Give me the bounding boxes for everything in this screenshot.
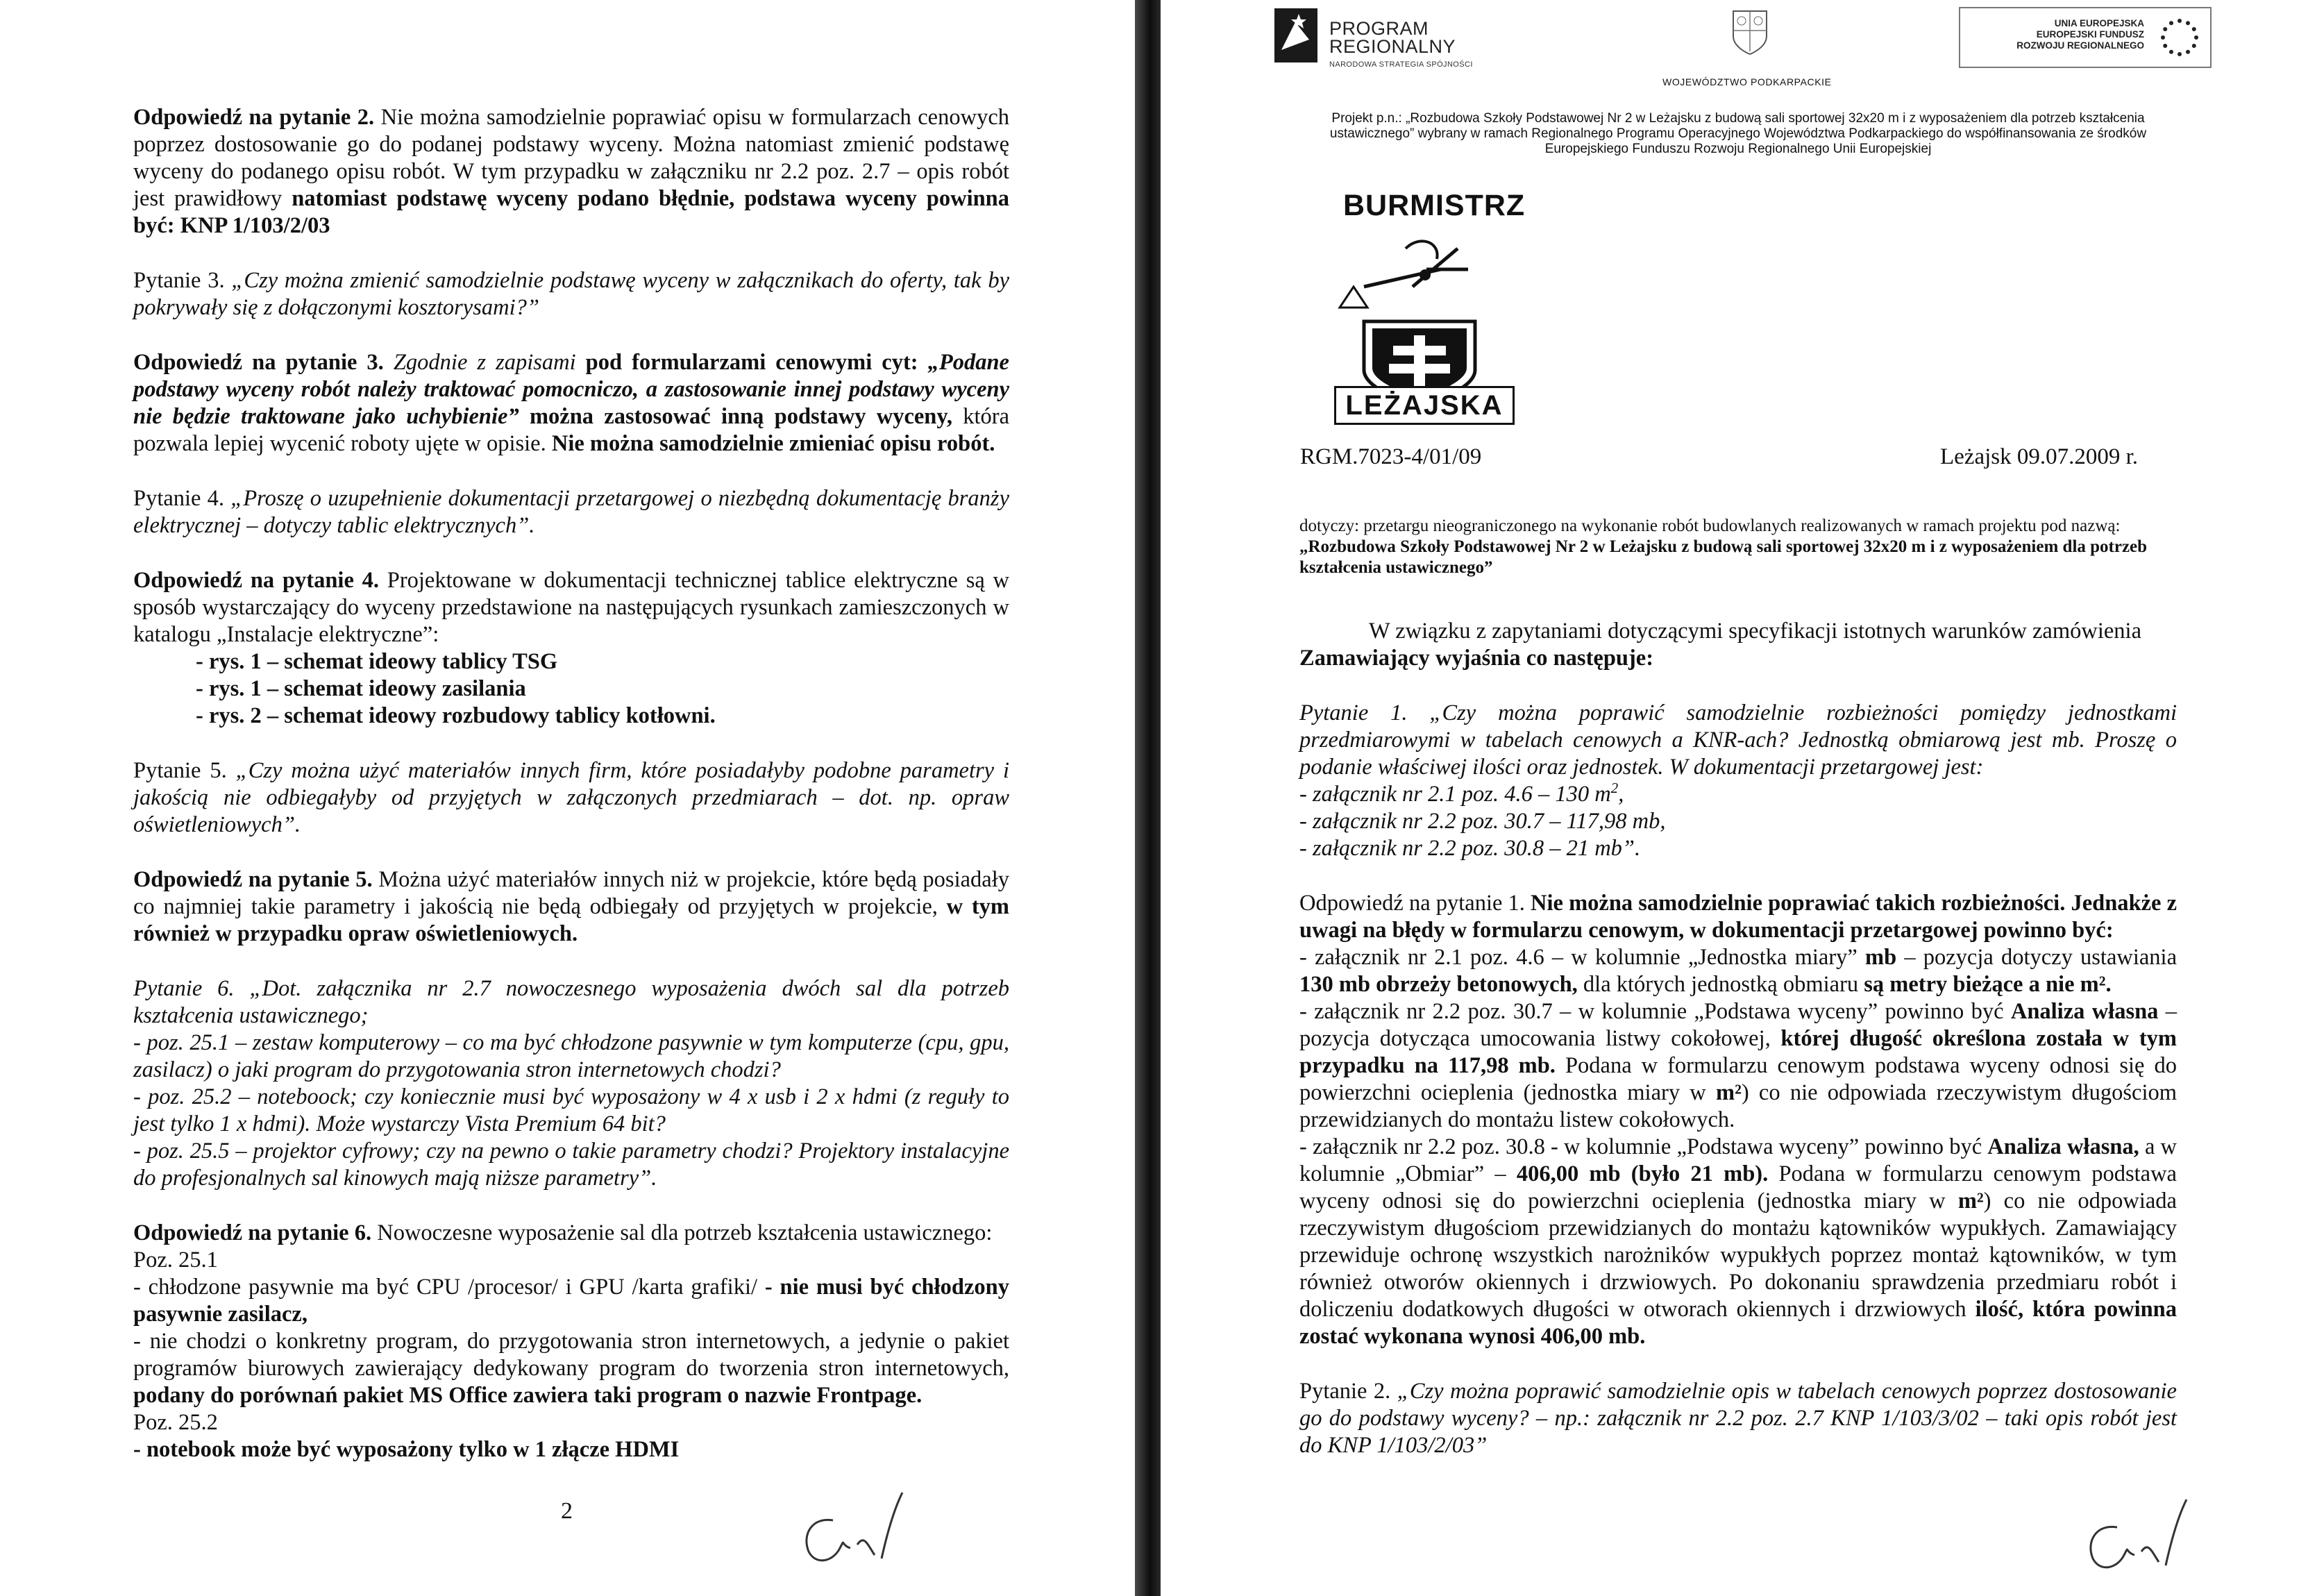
drawing-list-item: - rys. 2 – schemat ideowy rozbudowy tablicy kotłowni. [196, 703, 716, 728]
paragraph: Odpowiedź na pytanie 5. Można użyć materiałów innych niż w projekcie, które będą posiadały co najmniej takie parametry i jakością nie będą odbiegały od przyjętych w projekcie, w tym również w przypadku opraw oświetleniowych. [133, 867, 1010, 946]
answer-1-line: - załącznik nr 2.1 poz. 4.6 – w kolumnie „Jednostka miary” mb – pozycja dotyczy ustawiania 130 mb obrzeży betonowych, dla których jednostką obmiaru są metry bieżące a nie m². [1299, 945, 2177, 997]
question-6-line: - poz. 25.2 – noteboock; czy koniecznie musi być wyposażony w 4 x usb i 2 x hdmi (z reguły to jest tylko 1 x hdmi). Może wystarczy Vista Premium 64 bit? [133, 1084, 1009, 1136]
left-page-body [133, 104, 1009, 1463]
page-number: 2 [561, 1498, 573, 1524]
question-1-line: - załącznik nr 2.2 poz. 30.8 – 21 mb”. [1299, 836, 1641, 861]
eu-star-icon [2192, 27, 2196, 31]
signature-right [2075, 1486, 2207, 1583]
paragraph: Odpowiedź na pytanie 3. Zgodnie z zapisami pod formularzami cenowymi cyt: „Podane podstawy wyceny robót należy traktować pomocniczo, a zastosowanie innej podstawy wyceny nie będzie traktowane jako uchybienie” można zastosować inną podstawy wyceny, która pozwala lepiej wycenić roboty ujęte w opisie. Nie można samodzielnie zmieniać opisu robót. [133, 350, 1009, 456]
paragraph: Pytanie 4. „Proszę o uzupełnienie dokumentacji przetargowej o niezbędną dokumentację branży elektrycznej – dotyczy tablic elektrycznych”. [133, 486, 1009, 538]
question-6 [133, 975, 1009, 1192]
answer-6-line: Poz. 25.2 [133, 1410, 218, 1435]
drawing-list-item: - rys. 1 – schemat ideowy zasilania [196, 676, 526, 701]
eu-stars-icon [2156, 14, 2203, 61]
intro-line-2: Zamawiający wyjaśnia co następuje: [1299, 646, 1654, 671]
town-banner: LEŻAJSKA [1334, 386, 1515, 425]
question-2 [1299, 1378, 2177, 1459]
question-1-line: Pytanie 1. „Czy można poprawić samodzielnie rozbieżności pomiędzy jednostkami przedmiarowymi w tabelach cenowych a KNR-ach? Jednostką obmiarową jest mb. Proszę o podanie właściwej ilości oraz jednostek. W dokumentacji przetargowej jest: [1299, 700, 2177, 780]
subject-line [1299, 498, 2177, 596]
paragraph: Pytanie 5. „Czy można użyć materiałów innych firm, które posiadałyby podobne parametry i jakością nie odbiegałyby od przyjętych w załączonych przedmiarach – dot. np. opraw oświetleniowych”. [133, 758, 1009, 837]
place-and-date: Leżajsk 09.07.2009 r. [1940, 444, 2139, 469]
answer-1-line: - załącznik nr 2.2 poz. 30.8 - w kolumnie „Podstawa wyceny” powinno być Analiza własna, a w kolumnie „Obmiar” – 406,00 mb (było 21 mb). Podana w formularzu cenowym podstawa wyceny odnosi się do powierzchni ocieplenia (jednostka miary w m²) co nie odpowiada rzeczywistym długościom przewidzianych do montażu kątowników wypukłych. Zamawiający przewiduje ochronę wszystkich narożników wypukłych poprzez montaż kątowników, w tym również otworów okiennych i drzwiowych. Po dokonaniu sprawdzenia przedmiaru robót i doliczeniu dodatkowych długości w otworach okiennych i drzwiowych ilość, która powinna zostać wykonana wynosi 406,00 mb. [1299, 1134, 2177, 1349]
paragraph: Odpowiedź na pytanie 2. Nie można samodzielnie poprawiać opisu w formularzach cenowych poprzez dostosowanie go do podanej podstawy wyceny. Można natomiast zmienić podstawę wyceny do podanego opisu robót. W tym przypadku w załączniku nr 2.2 poz. 2.7 – opis robót jest prawidłowy natomiast podstawę wyceny podano błędnie, podstawa wyceny powinna być: KNP 1/103/2/03 [133, 105, 1010, 238]
voivodeship-crest [1732, 10, 1768, 56]
subject-text: dotyczy: przetargu nieograniczonego na wykonanie robót budowlanych realizowanych w ramach projektu pod nazwą: „Rozbudowa Szkoły Podstawowej Nr 2 w Leżajsku z budową sali sportowej 32x20 m i z wyposażeniem dla potrzeb kształcenia ustawicznego” [1299, 516, 2148, 577]
voivodeship-label: WOJEWÓDZTWO PODKARPACKIE [1662, 76, 1832, 87]
question-2-text: Pytanie 2. „Czy można poprawić samodzielnie opis w tabelach cenowych poprzez dostosowanie go do podstawy wyceny? – np.: załącznik nr 2.2 poz. 2.7 KNP 1/103/3/02 – taki opis robót jest do KNP 1/103/2/03” [1299, 1379, 2177, 1458]
question-1 [1299, 700, 2177, 862]
question-6-line: Pytanie 6. „Dot. załącznika nr 2.7 nowoczesnego wyposażenia dwóch sal dla potrzeb kształcenia ustawicznego; [133, 976, 1009, 1028]
eu-logo-box [1959, 7, 2212, 68]
paragraph: Odpowiedź na pytanie 4. Projektowane w dokumentacji technicznej tablice elektryczne są w sposób wystarczający do wyceny przedstawione na następujących rysunkach zamieszczonych w katalogu „Instalacje elektryczne”: [133, 568, 1009, 647]
intro-line-1: W związku z zapytaniami dotyczącymi specyfikacji istotnych warunków zamówienia [1369, 619, 2142, 644]
eu-star-icon [2178, 19, 2182, 23]
eu-fund-text: UNIA EUROPEJSKA EUROPEJSKI FUNDUSZ ROZWOJU REGIONALNEGO [2016, 18, 2144, 51]
answer-6-line: - nie chodzi o konkretny program, do przygotowania stron internetowych, a jedynie o pakiet programów biurowych zawierający dedykowany program do tworzenia stron internetowych, podany do porównań pakiet MS Office zawiera taki program o nazwie Frontpage. [133, 1329, 1009, 1408]
question-1-line: - załącznik nr 2.1 poz. 4.6 – 130 $m^2$, [1299, 780, 1624, 807]
drawing-list-item: - rys. 1 – schemat ideowy tablicy TSG [196, 649, 558, 674]
answer-6-line: Odpowiedź na pytanie 6. Nowoczesne wyposażenie sal dla potrzeb kształcenia ustawicznego: [133, 1220, 993, 1245]
left-paragraphs [133, 104, 1009, 648]
program-title: PROGRAM REGIONALNY NARODOWA STRATEGIA SPÓJNOŚCI [1329, 18, 1473, 69]
eu-star-icon [2163, 27, 2167, 31]
drawing-list [133, 648, 1009, 730]
program-regionalny-logo [1274, 8, 1323, 64]
reference-number: RGM.7023-4/01/09 [1300, 444, 1482, 469]
eu-star-icon [2163, 44, 2167, 48]
answer-6-line: Poz. 25.1 [133, 1248, 218, 1272]
question-6-line: - poz. 25.5 – projektor cyfrowy; czy na pewno o takie parametry chodzi? Projektory instalacyjne do profesjonalnych sal kinowych mają niższe parametry”. [133, 1139, 1009, 1191]
answer-1-line: Odpowiedź na pytanie 1. Nie można samodzielnie poprawiać takich rozbieżności. Jednakże z uwagi na błędy w formularzu cenowym, w dokumentacji przetargowej powinno być: [1299, 891, 2178, 943]
answer-6-line: - notebook może być wyposażony tylko w 1 złącze HDMI [133, 1437, 680, 1462]
eu-star-icon [2192, 44, 2196, 48]
answer-1 [1299, 890, 2177, 1350]
eu-star-icon [2186, 21, 2190, 25]
answer-6-line: - chłodzone pasywnie ma być CPU /procesor/ i GPU /karta grafiki/ - nie musi być chłodzony pasywnie zasilacz, [133, 1275, 1009, 1327]
paragraph: Pytanie 3. „Czy można zmienić samodzielnie podstawę wyceny w załącznikach do oferty, tak by pokrywały się z dołączonymi kosztorysami?” [133, 268, 1009, 320]
question-1-line: - załącznik nr 2.2 poz. 30.7 – 117,98 mb, [1299, 809, 1666, 834]
eu-star-icon [2186, 50, 2190, 54]
eu-star-icon [2194, 35, 2198, 40]
left-paragraphs-2 [133, 757, 1009, 948]
right-page-body [1299, 618, 2177, 1487]
eu-star-icon [2169, 50, 2173, 54]
question-6-line: - poz. 25.1 – zestaw komputerowy – co ma być chłodzone pasywnie w tym komputerze (cpu, gpu, zasilacz) o jaki program do przygotowania stron internetowych chodzi? [133, 1030, 1009, 1082]
eu-star-icon [2178, 52, 2182, 56]
page-seam [1135, 0, 1161, 1596]
eu-star-icon [2161, 35, 2165, 40]
signature-left [791, 1479, 923, 1576]
answer-6 [133, 1220, 1009, 1463]
authority-title: BURMISTRZ [1343, 189, 1526, 222]
eu-star-icon [2169, 21, 2173, 25]
answer-1-line: - załącznik nr 2.2 poz. 30.7 – w kolumnie „Podstawa wyceny” powinno być Analiza własna – pozycja dotycząca umocowania listwy cokołowej, której długość określona została w tym przypadku na 117,98 mb. Podana w formularzu cenowym podstawa wyceny odnosi się do powierzchni ocieplenia (jednostka miary w m²) co nie odpowiada rzeczywistym długościom przewidzianych do montażu listew cokołowych. [1299, 999, 2177, 1132]
project-description: Projekt p.n.: „Rozbudowa Szkoły Podstawowej Nr 2 w Leżajsku z budową sali sportowej 32x20 m i z wyposażeniem dla potrzeb kształcenia ustawicznego” wybrany w ramach Regionalnego Programu Operacyjnego Województwa Podkarpackiego do współfinansowania ze środków Europejskiego Funduszu Rozwoju Regionalnego Unii Europejskiej [1329, 111, 2147, 156]
